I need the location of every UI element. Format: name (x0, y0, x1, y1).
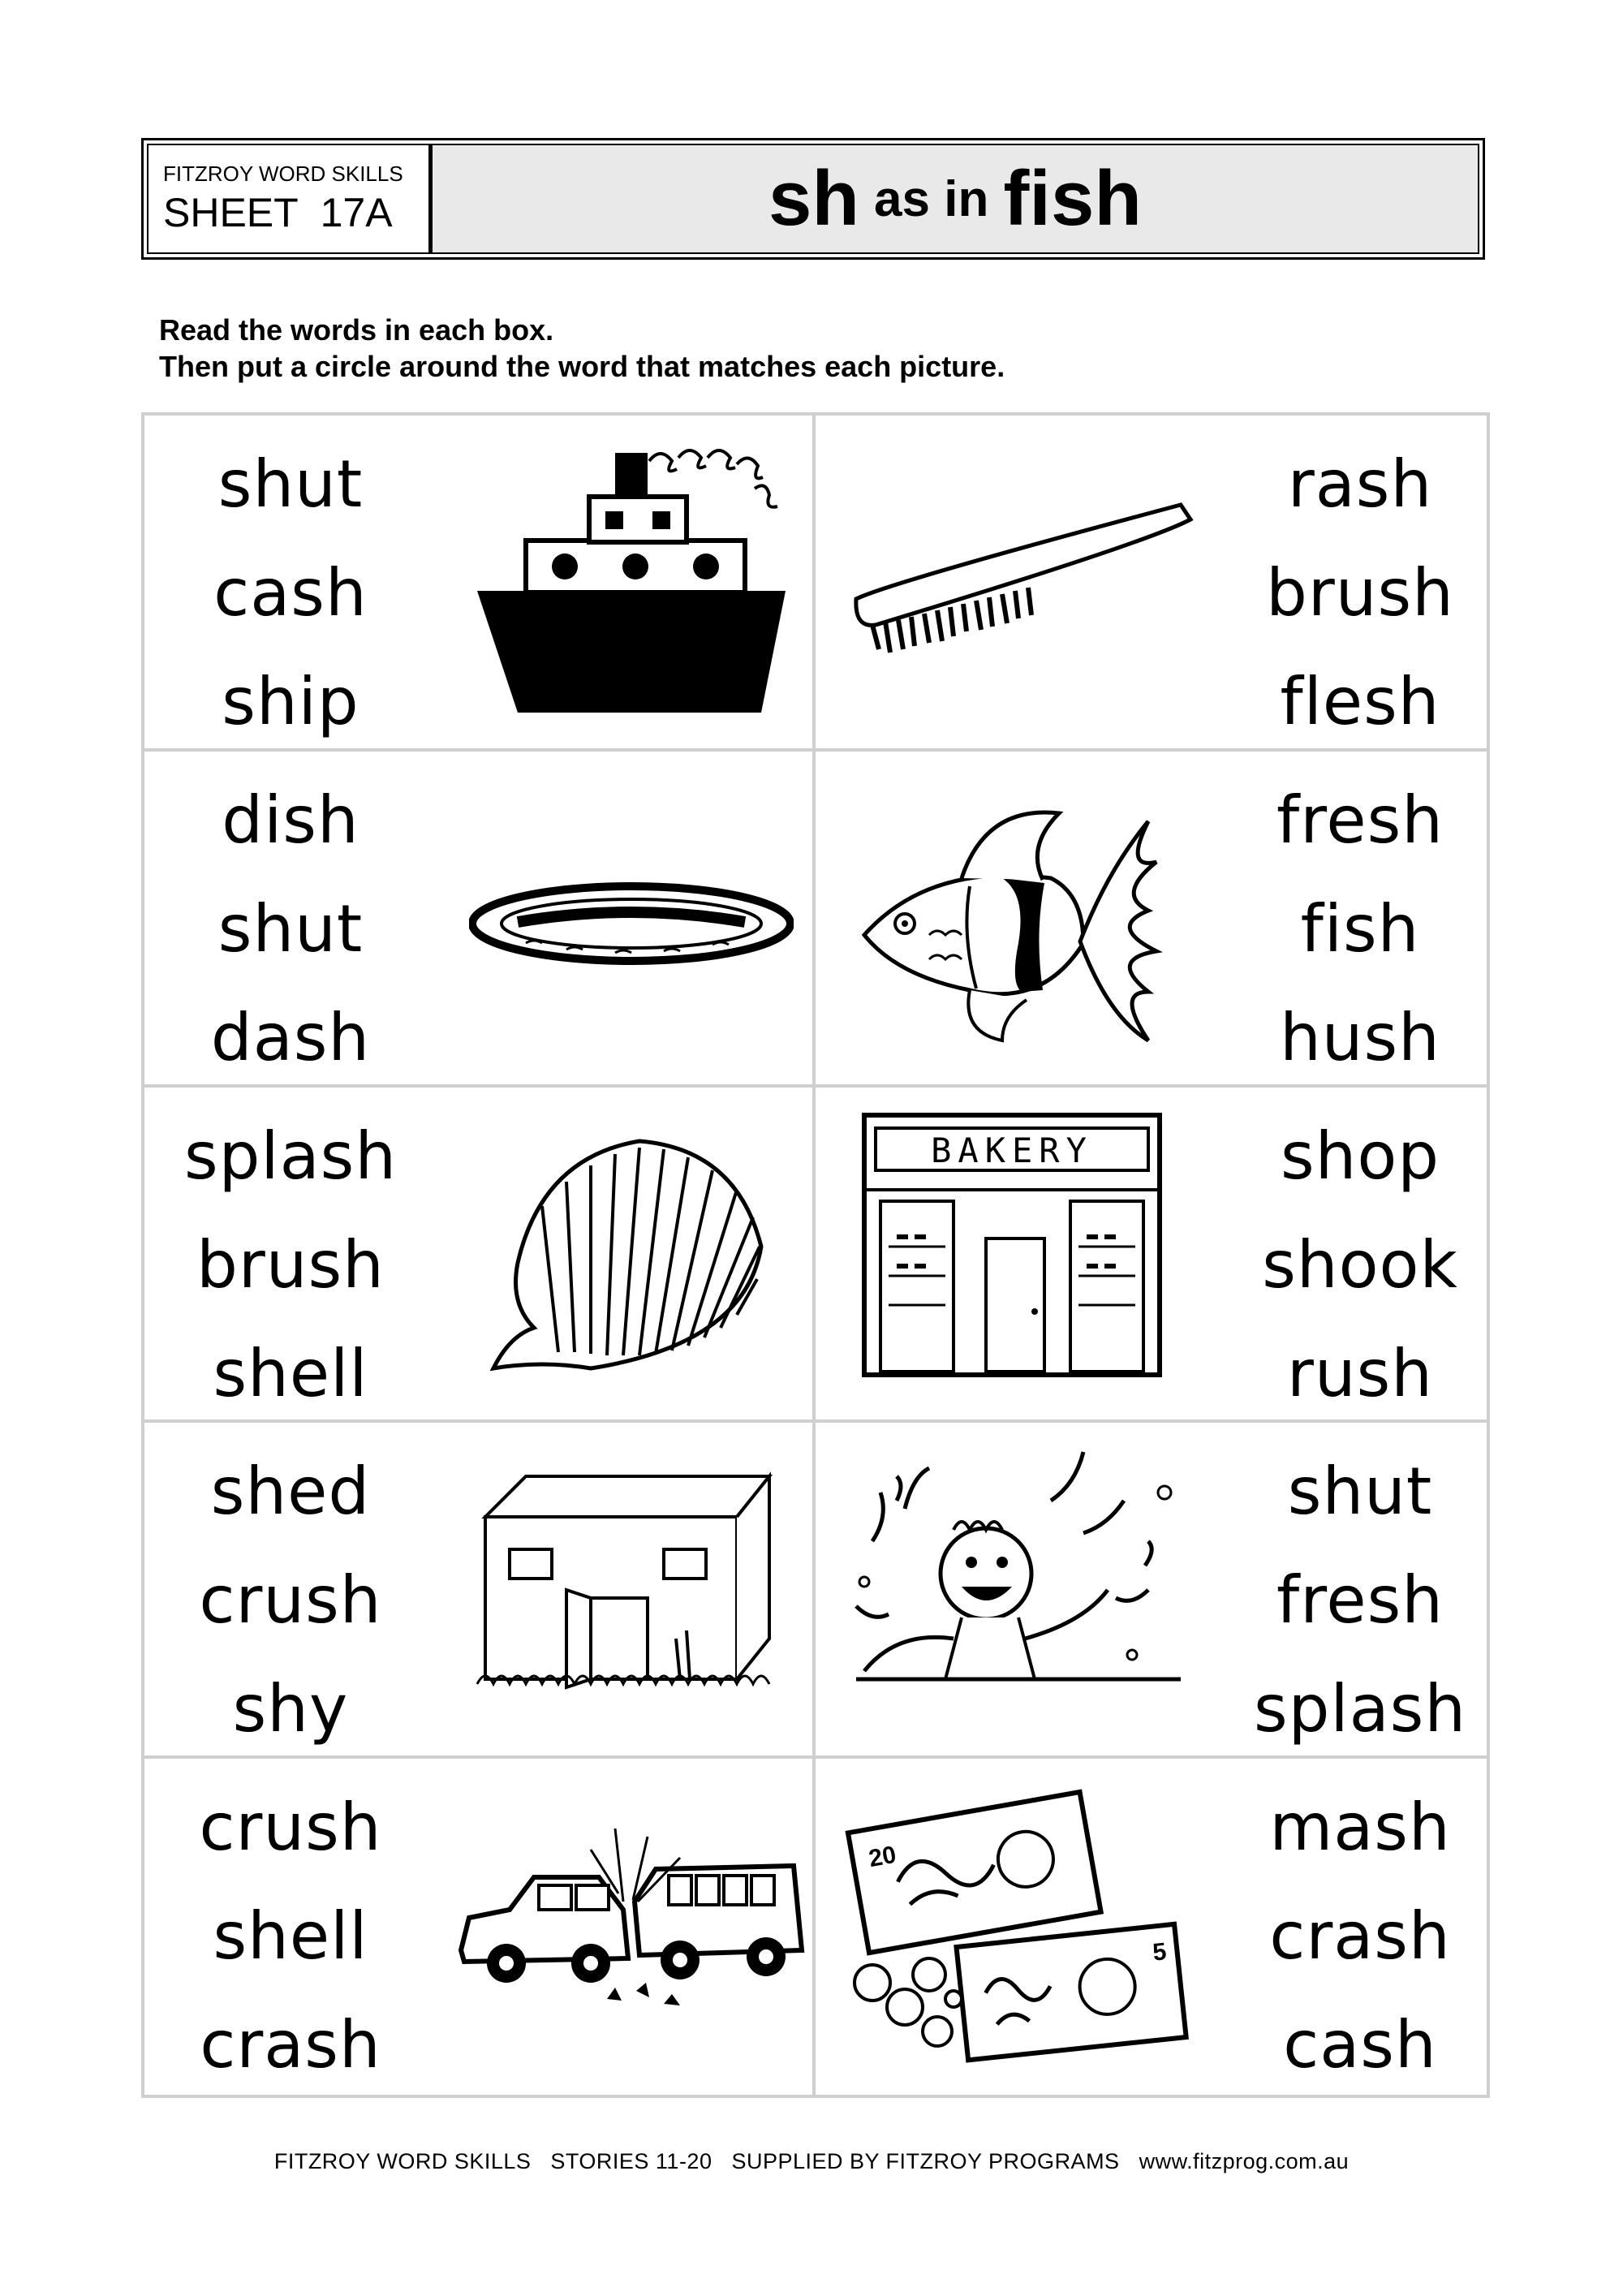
sheet-header (141, 138, 1485, 260)
title-connector: as in (874, 170, 989, 227)
shed-icon (469, 1444, 794, 1736)
word-option[interactable]: shut (1287, 1454, 1433, 1530)
car-crash-icon (453, 1780, 810, 2072)
word-list (1255, 1773, 1466, 2100)
word-box (816, 1088, 1487, 1424)
dish-icon (469, 773, 794, 1065)
fish-icon (840, 773, 1197, 1065)
word-option[interactable]: shell (213, 1335, 368, 1411)
word-option[interactable]: rush (1287, 1335, 1433, 1411)
word-option[interactable]: flesh (1280, 664, 1440, 739)
word-box (144, 752, 816, 1088)
word-option[interactable]: shed (210, 1454, 371, 1530)
word-box (816, 1423, 1487, 1759)
word-option[interactable]: crash (200, 2007, 381, 2083)
word-list (185, 1773, 396, 2100)
word-list (185, 1437, 396, 1764)
word-option[interactable]: crush (199, 1790, 382, 1866)
word-list (1255, 430, 1466, 756)
word-option[interactable]: shook (1262, 1226, 1458, 1303)
cash-icon (840, 1780, 1197, 2072)
word-box (144, 1088, 816, 1424)
word-option[interactable]: rash (1287, 446, 1433, 522)
word-option[interactable]: fresh (1276, 1562, 1444, 1639)
word-box (144, 416, 816, 752)
word-box (816, 752, 1487, 1088)
word-list (185, 1102, 396, 1428)
word-option[interactable]: fresh (1276, 782, 1444, 858)
word-option[interactable]: shut (217, 890, 364, 967)
brush-icon (840, 437, 1197, 729)
bakery-shop-icon (840, 1109, 1197, 1401)
sheet-header-inner (147, 144, 1479, 254)
word-picture-grid (141, 412, 1490, 2098)
ship-icon (469, 437, 794, 729)
instruction-line-2: Then put a circle around the word that matches each picture. (159, 350, 1005, 383)
word-option[interactable]: cash (1283, 2007, 1437, 2083)
word-box (816, 416, 1487, 752)
word-option[interactable]: mash (1269, 1790, 1451, 1866)
instruction-line-1: Read the words in each box. (159, 313, 554, 347)
word-option[interactable]: cash (213, 555, 368, 631)
word-option[interactable]: ship (222, 664, 359, 739)
word-option[interactable]: hush (1280, 999, 1440, 1075)
word-list (1255, 1102, 1466, 1428)
title-box (431, 145, 1478, 252)
word-box (144, 1423, 816, 1759)
word-option[interactable]: crush (199, 1562, 382, 1639)
series-name: FITZROY WORD SKILLS (163, 162, 403, 187)
word-option[interactable]: crash (1269, 1898, 1451, 1975)
word-option[interactable]: shell (213, 1898, 368, 1975)
title-sound: sh (768, 155, 860, 242)
title-example-word: fish (1003, 155, 1142, 242)
word-option[interactable]: shop (1280, 1118, 1440, 1194)
word-option[interactable]: shy (232, 1671, 349, 1747)
sheet-number: SHEET 17A (163, 189, 393, 235)
word-option[interactable]: splash (183, 1118, 398, 1194)
word-list (185, 430, 396, 756)
splash-icon (840, 1444, 1197, 1736)
word-option[interactable]: dash (210, 999, 371, 1075)
word-box (144, 1759, 816, 2095)
bakery-sign: BAKERY (931, 1130, 1093, 1170)
series-box (149, 145, 431, 252)
word-list (1255, 1437, 1466, 1764)
word-box (816, 1759, 1487, 2095)
instructions (159, 312, 1005, 385)
word-option[interactable]: shut (217, 446, 364, 522)
word-option[interactable]: fish (1300, 890, 1420, 967)
word-option[interactable]: brush (196, 1226, 385, 1303)
word-option[interactable]: dish (222, 782, 359, 858)
word-option[interactable]: splash (1253, 1671, 1467, 1747)
shell-icon (469, 1109, 794, 1401)
footer-credit: FITZROY WORD SKILLS STORIES 11-20 SUPPLIED BY FITZROY PROGRAMS www.fitzprog.com.au (273, 2149, 1350, 2173)
word-list (1255, 766, 1466, 1092)
note-value-5: 5 (1151, 1938, 1168, 1966)
word-list (185, 766, 396, 1092)
word-option[interactable]: brush (1266, 555, 1454, 631)
note-value-20: 20 (867, 1841, 898, 1873)
